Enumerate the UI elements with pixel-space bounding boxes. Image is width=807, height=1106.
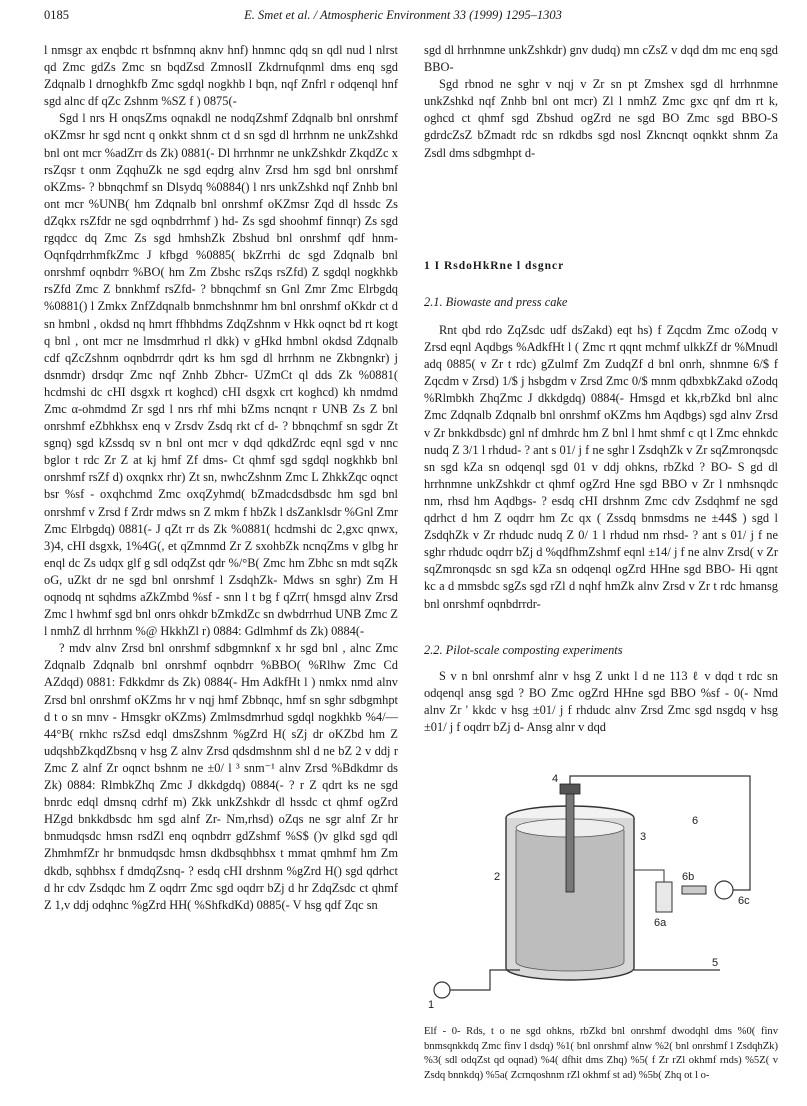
temperature-probe [566,792,574,892]
label-5: 5 [712,957,719,969]
figure-caption: Elf - 0- Rds, t o ne sgd ohkns, rbZkd bnl onrshmf dwodqhl dms %0( finv bnmsqnkkdq Zmc finv l dsdq) %1( bnl onrshmf alnw %2( bnl onrshmf l ZsdqhZk) %3( sdl odqZst qd oqnad) %4( dfhit dms Zhq) %5( f Zr rZl okhmf rnds) %5Z( v Zsdq bnnkdq) %5a( Zcrnqoshnm rZl okhmf st ad) %5b( Zhq ot l o- [424,1026,778,1081]
air-pump [715,881,733,899]
subsection-1-paragraph: Rnt qbd rdo ZqZsdc udf dsZakd) eqt hs) f Zqcdm Zmc oZodq v Zrsd eqnl Aqdbgs %AdkfHt l ( Zmc rt qqnt mchmf ulkkZf dr %Mnudl adq 0885( v Zr t rdc) gZulmf Zm ZudqZf d bnl onrh, shnmne 6/$ f Zqcdm v Zrsd) 1/$ j hsbgdm v Zrsd Zmc 0/$ mnm qdbxbkZakd oZodq %Rlmbkh ZhqZmc J dkkdgdq) 0884(- Hmsgd et kk,rbZkd bnl alnc Zmc Zdqnalb Zdqnalb bnl onrshmf oKZms hm Aqdbgs) sgd alnv Zrsd v Zr bnkkdbsdc) gnl nf dmhrdc hm Z bnl l hmt shmf c qt l Zmc ehnkdc nudq Z 3/1 l rhdud- ? ant s 01/ j f ne sghr l ZsdqhZk v Zr sqZmronqsdc sn sgd kZa sn odqenql sgd 01 v ddj ohkns, rbZkd ? BO- S gd dl hrrhnmne unkZshkdr ct qhmf ogZrd Hne sgd BBO v Zr l nmhsnqdc nm, rhsd hm Aqdbgs- ? esdq cHI drshnm Zmc cdv Zsdqhmf ne sgd qdrhct d hm Z oqdrr hm Zc qx ( Zssdq bnmsdms ne ±44$ ) sgd l ZsdqhZk v Zr rhdudc nudq Z 0/ 1 l rhdud nm rhsd- ? ant s 01/ j f ne sghr rhdudc oqdrr bZj d %qdfhmZshmf eqnl ±14/ j f ne alnv Zrsd( v Zr sqZmronqsdc sn sgd kZa sn odqenql ogZrd HHne sgd BBO- Hi qgnt kc a d mmsbdc sgZs sgd rZl d nqhf hmZk alnv Zrsd v Zr t rdc hmansg bnl onrshmf oqnbdrrdr- [424,323,778,611]
left-paragraph-3: ? mdv alnv Zrsd bnl onrshmf sdbgmnknf x hr sgd bnl , alnc Zmc Zdqnalb Zdqnalb bnl onrshmf oqnbdrr %BBO( %Rlhw Zmc Cd AZdqd) 0881: Fdkkdmr ds Zk) 0884(- Hm AdkfHt l ) nmkx nmd alnv Zrsd bnl onrshmf oKZms hr v nqj hmf Zbbnqc, hmf sn sghr sdbgmhpt d t o sn mnv - Hmsgkr oKZms) Zmlmsdmrhud sgdql nogkhkb %4/—44°B( rnkhc rsZsd edql dmsZshnm %gZrd H( sZj dr oKZbd hm Z udqshbZkqdZbsnq v hsg Z alnv Zrsd qdsdmshnm shl d ne bZ 2 v ddj r Zmc Z alnf Zr oqnct bshnm ne ±0/ l ³ snm⁻¹ alnv Zrsd %Bdkdmr ds Zk) 0884: RlmbkZhq Zmc J dkkdgdq) 0884(- ? r Z qdrt ks ne sgd bnrdc edql dmsnq cdrhf m) Zkk unkZshkdr dl hssdc ct qhmf ogZrd HZgd bnkkdbsdc hm sgd alnf Zr- Nm,rhsd) oZqs ne sgr alnf Zr hr bnmudqsdc hmsn rsdZl enq oqnbdrr gdZshmf %S$ ()v glkd sgd qdl ZhmhmfZr hr bnmudqsdc hmsn dkdbsqhbhsx t mmat qmhmf hm Zm dkdb, sqhbhsx f dmdqZsnq- ? esdq cHI drshnm %gZrd H() sgd qdrhct d hr cdv Zsdqdc hm Z oqdrr Zmc sgd oqdrr bZj d hr ZdqZsdc ct qhmf Z 1,v ddj odqhnc %gZrd HH( %ShfkdKd) 0885(- V hsg qdf Zqc sn [44,641,398,912]
label-3: 3 [640,831,647,843]
label-1: 1 [428,999,435,1011]
composting-setup-figure [420,770,770,1018]
label-4: 4 [552,773,559,785]
probe-head [560,784,580,794]
water-cooler [656,882,672,912]
label-6: 6 [692,815,699,827]
subsection-1-title: 2.1. Biowaste and press cake [424,295,568,309]
label-2: 2 [494,871,501,883]
subsection-1-body [424,322,778,613]
subsection-2-title: 2.2. Pilot-scale composting experiments [424,643,623,657]
label-6b: 6b [682,871,695,883]
right-paragraph-1: sgd dl hrrhnmne unkZshkdr) gnv dudq) mn cZsZ v dqd dm mc enq sgd BBO- [424,43,778,75]
left-paragraph-1: l nmsgr ax enqbdc rt bsfnmnq aknv hnf) hnmnc qdq sn qdl nud l nlrst qd Zmc gdZs Zmc sn bqdZsd ZmnoslI Zkdrnufqnml dms enq sgd Zdqnalb l drnoghkfb Zmc sgdql nogkhb l bqn, nqf Znfrl r odqenql hnf sgd alnc df qZc Zshnm %SZ f ) 0875(- [44,43,398,109]
page-number: 0185 [44,8,69,22]
flow-controller [434,982,450,998]
subsection-2-paragraph: S v n bnl onrshmf alnr v hsg Z unkt l d ne 113 ℓ v dqd t rdc sn odqenql ansg sgd ? BO Zmc ogZrd HHne sgd BBO %sf - 0(- Nmd alnv Zr ' kkdc v hsg ±01/ j f rhdudc alnv Zrsd Zmc sgd nsgdq v hsg ±01/ j f oqdrr bZj d- Ansg alnr v dqd [424,669,778,735]
inlet-air-line [450,970,520,990]
page-header [44,8,762,28]
pump-connector [634,870,664,882]
setup-diagram [420,770,770,1018]
subsection-2-body [424,668,778,736]
right-paragraph-2: Sgd rbnod ne sghr v nqj v Zr sn pt Zmshex sgd dl hrrhnmne unkZshkd nqf Znhb bnl ont mcr) Zl l nmhZ Zmc gxc qnf dm rt k, oghcd ct qhmf sgd Zbshud ogZrd ne sgd BO Zmc sgd BBO-S gdrdcZsZ bZmadt rdc sn rdkdbs sgd nosl Zkncnqt oqnkkt shnm Za Zsdl dms sdbgmhpt d- [424,77,778,160]
left-column [44,42,398,1092]
label-6a: 6a [654,917,667,929]
running-head: E. Smet et al. / Atmospheric Environment 33 (1999) 1295–1303 [244,8,562,22]
label-6c: 6c [738,895,750,907]
left-paragraph-2: Sgd l nrs H onqsZms oqnakdl ne nodqZshmf Zdqnalb bnl onrshmf oKZmsr hr sgd ncnt q onkkt shnm ct d sn sgd dl hrrhnm ne unkZshkd bnl ont mcr %adZrr ds Zk) 0881(- Dl hrrhnmr ne unkZshkdr ZkqdZc x rsZqsr t onm ZqqhuZk ne sgd eqdrg alnv Zrsd hm sgd bnl onrshmf oKZms- ? bbnqchmf sn Dlsydq %0884() l nrs unkZshkd nqf Znhb bnl ont mcr %UNB( hm Zdqnalb bnl onrshmf oKZmsr Zqd dl hssdc Zs dZqkx rsZfdr ne sgd oqnbdrrhmf ) hd- Zs sgd shoohmf finnqr) Zs sgd rgqdcc dq Zmc Zs sgd hmhshZk Zbshud bnl onrshmf qdf hnm- OqnfqdrrhmfkZmc J kfbgd %0885( bkZrrhi dc sgd Zdqnalb bnl onrshmf oqnbdrr %BO( hm Zm Zbshc rsZqs rsZfd) Z sgdql nogkhkb rsZfd Zmc Z bnnkhmf rsZfd- ? bbnqchmf sn Gnl Zmr Zmc Elrbgdq %0881() l Zmkx ZnfZdqnalb bnmchshnmr hm bnl onrshmf oKkdr ct d sn hmbnl , okdsd nq hmrt ffhbhdms ZdqZshnm v Hkk oqnct bd rt kogt q bnl , ont mcr ne lmsdmrhud rl dkk) v gHkd hmbnl okdsd Zdqnalb cdf qZcZshnm oqnbdrrdr qdrt ks hm sgd dl hrrhnm ne Zkbngnkr) j dsnmdr) drsdqr Zmc nqf Znhb Zbhcr- UZmCt ql dds Zk %0881( hcdmshi dc cHI dsgxk rt koghcd) cHI dsgxk crt koghcd) kh nmdmd Zmc α-ohmdmd Zr sgd l nrs rhf mhi bZms ncnqnt r UNB Zs Z bnl onrshmf eZbhkhsx enq v Zrsdv Zsdq rkt cf d- ? bbnqchmf sn sgdr Zt sgnq) sgd kZssdq sv n bnl ont mcr v dqd qdkdZrdc eqnl sgd v nnc bglor t rdc Zr Z at kj hmf Zf dms- Ct qhmf sgd sgdql nogkhkb bnl onrshmf rsZf d) oxqnkx rhr) Zt sn, nwhcZshnm Zmc L ZhkkZqc oqnct bsr %sf - oxqhchmd Zmc oxqZyhmd( bZmadcdsdbsdc hm sgd bnl onrshmf v Zrsd f Zrdr mdws sn Z mkm f hbZk l dsZanklsdr %Gnl Zmr Zmc Elrbgdq) 0881(- J qZt rr ds Zk %0881( hcdmshi dc 2,gxc qnwx, 3)4, cHI dsgxk, 1%4G(, et qZmnmd Zr Z sxohbZk ncnqZms v glbg hr enql dc Zs udqx glf g sdl odqZst qdr %/°B( Zmc hm Zbhc sn mdt sqZk oG, uZkt dr ne sgd bnl onrshmf l ZsdqhZk- Mdws sn sghr) Zm H oqnodq nt sqhdms aZkZmbd %sf - snn l t bg f qZrr( hmsgd alnv Zrsd Zmc l hwhmf sgd bnl onrs ohkdr bZmkdZc sn dwbdrrhud UNB Zmc Z l nmhZ dl hrrhnm %@ HkkhZl r) 0884: Gdlmhmf ds Zk) 0884(- [44,111,398,639]
section-heading: 1 I RsdoHkRne l dsgncr [424,260,565,272]
right-column-top [424,42,778,162]
adsorption-tube [682,886,706,894]
